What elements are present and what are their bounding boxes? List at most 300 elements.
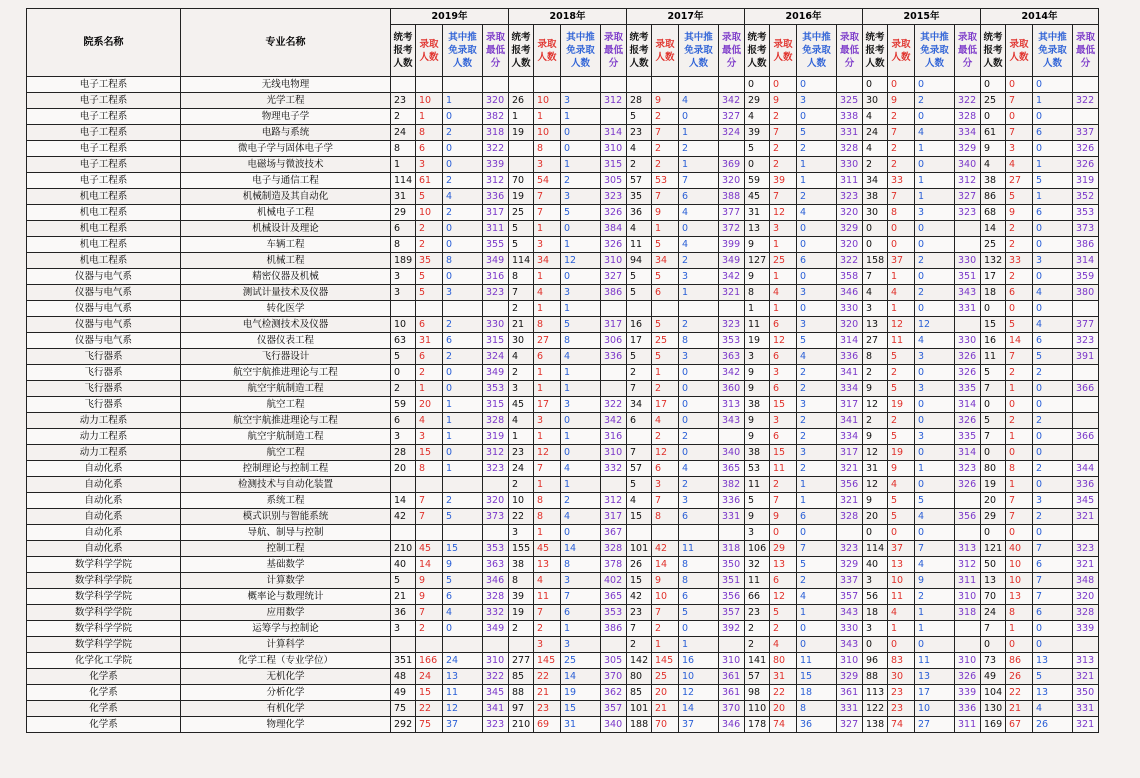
value-cell: 26 [627, 557, 652, 573]
value-cell: 5 [652, 317, 679, 333]
value-cell: 17 [534, 397, 561, 413]
value-cell: 189 [391, 253, 416, 269]
value-cell: 336 [1073, 477, 1099, 493]
value-cell: 0 [797, 221, 837, 237]
value-cell: 14 [561, 541, 601, 557]
value-cell: 328 [955, 109, 981, 125]
table-row [27, 205, 1099, 221]
value-cell: 59 [745, 173, 770, 189]
major-cell: 光学工程 [181, 93, 391, 109]
major-cell: 计算数学 [181, 573, 391, 589]
value-cell: 314 [955, 445, 981, 461]
value-cell: 0 [915, 397, 955, 413]
dept-cell: 化学化工学院 [27, 653, 181, 669]
value-cell: 106 [745, 541, 770, 557]
value-cell: 326 [955, 349, 981, 365]
value-cell: 0 [1033, 221, 1073, 237]
value-cell: 178 [745, 717, 770, 733]
value-cell: 10 [534, 125, 561, 141]
value-cell: 9 [863, 429, 888, 445]
value-cell: 337 [837, 573, 863, 589]
value-cell: 277 [509, 653, 534, 669]
column-header: 录取最低分 [1073, 25, 1099, 77]
value-cell: 1 [652, 365, 679, 381]
value-cell: 2 [679, 477, 719, 493]
value-cell: 7 [652, 189, 679, 205]
value-cell: 6 [679, 189, 719, 205]
value-cell: 0 [1033, 77, 1073, 93]
value-cell: 321 [837, 493, 863, 509]
major-cell: 航空工程 [181, 397, 391, 413]
value-cell: 19 [981, 477, 1006, 493]
value-cell: 5 [443, 573, 483, 589]
value-cell: 380 [1073, 285, 1099, 301]
column-header: 录取最低分 [837, 25, 863, 77]
value-cell: 5 [888, 493, 915, 509]
value-cell: 349 [483, 365, 509, 381]
value-cell: 2 [627, 365, 652, 381]
value-cell: 21 [1006, 701, 1033, 717]
value-cell: 386 [601, 285, 627, 301]
column-header: 其中推免录取人数 [679, 25, 719, 77]
value-cell [627, 525, 652, 541]
value-cell: 320 [719, 173, 745, 189]
value-cell: 324 [483, 349, 509, 365]
value-cell: 331 [837, 125, 863, 141]
value-cell: 0 [745, 77, 770, 93]
value-cell: 321 [1073, 557, 1099, 573]
value-cell [719, 429, 745, 445]
value-cell: 3 [770, 221, 797, 237]
value-cell: 8 [679, 573, 719, 589]
value-cell: 365 [601, 589, 627, 605]
value-cell: 5 [627, 285, 652, 301]
dept-cell: 机电工程系 [27, 205, 181, 221]
value-cell: 7 [981, 381, 1006, 397]
value-cell: 5 [561, 317, 601, 333]
value-cell: 0 [1033, 445, 1073, 461]
value-cell: 339 [483, 157, 509, 173]
value-cell: 326 [1073, 141, 1099, 157]
value-cell: 0 [561, 125, 601, 141]
value-cell: 5 [1033, 669, 1073, 685]
value-cell: 2 [443, 125, 483, 141]
value-cell: 0 [679, 397, 719, 413]
dept-cell: 数学科学学院 [27, 589, 181, 605]
dept-cell: 飞行器系 [27, 365, 181, 381]
value-cell: 27 [534, 333, 561, 349]
value-cell: 0 [679, 109, 719, 125]
value-cell: 306 [601, 333, 627, 349]
value-cell: 5 [981, 413, 1006, 429]
value-cell: 326 [1073, 157, 1099, 173]
value-cell: 7 [770, 189, 797, 205]
value-cell: 1 [534, 429, 561, 445]
value-cell: 3 [770, 365, 797, 381]
value-cell [627, 429, 652, 445]
value-cell: 0 [915, 77, 955, 93]
value-cell: 0 [863, 637, 888, 653]
value-cell: 32 [745, 557, 770, 573]
major-cell: 微电子学与固体电子学 [181, 141, 391, 157]
value-cell: 318 [955, 605, 981, 621]
value-cell: 315 [601, 157, 627, 173]
value-cell: 0 [915, 445, 955, 461]
value-cell: 3 [915, 349, 955, 365]
value-cell: 14 [391, 493, 416, 509]
value-cell: 11 [888, 589, 915, 605]
value-cell: 356 [955, 509, 981, 525]
value-cell: 24 [416, 669, 443, 685]
value-cell: 6 [443, 333, 483, 349]
value-cell: 0 [1006, 397, 1033, 413]
value-cell: 3 [509, 525, 534, 541]
value-cell: 7 [652, 125, 679, 141]
value-cell: 31 [391, 189, 416, 205]
dept-cell: 电子工程系 [27, 173, 181, 189]
value-cell: 11 [981, 349, 1006, 365]
value-cell: 4 [1006, 157, 1033, 173]
value-cell: 70 [509, 173, 534, 189]
value-cell: 0 [679, 365, 719, 381]
value-cell: 341 [837, 365, 863, 381]
value-cell: 9 [745, 413, 770, 429]
value-cell: 5 [797, 125, 837, 141]
year-header: 2016年 [745, 9, 863, 25]
value-cell: 1 [534, 269, 561, 285]
value-cell: 2 [627, 637, 652, 653]
value-cell: 9 [745, 429, 770, 445]
value-cell: 68 [981, 205, 1006, 221]
major-cell: 电气检测技术及仪器 [181, 317, 391, 333]
value-cell: 2 [1033, 461, 1073, 477]
value-cell: 1 [1006, 477, 1033, 493]
value-cell: 330 [483, 317, 509, 333]
value-cell: 0 [797, 269, 837, 285]
value-cell: 2 [561, 173, 601, 189]
value-cell: 356 [719, 589, 745, 605]
value-cell: 5 [416, 269, 443, 285]
value-cell: 6 [770, 573, 797, 589]
value-cell: 1 [534, 221, 561, 237]
value-cell: 15 [770, 445, 797, 461]
value-cell: 2 [888, 365, 915, 381]
value-cell: 336 [837, 349, 863, 365]
value-cell: 7 [863, 269, 888, 285]
value-cell: 1 [443, 429, 483, 445]
value-cell [483, 301, 509, 317]
dept-cell: 化学系 [27, 717, 181, 733]
value-cell: 10 [416, 93, 443, 109]
value-cell: 312 [483, 445, 509, 461]
value-cell: 3 [443, 285, 483, 301]
value-cell: 0 [915, 637, 955, 653]
value-cell: 38 [745, 397, 770, 413]
value-cell: 24 [863, 125, 888, 141]
value-cell: 15 [627, 509, 652, 525]
dept-cell: 仪器与电气系 [27, 301, 181, 317]
value-cell: 378 [601, 557, 627, 573]
value-cell: 12 [770, 333, 797, 349]
value-cell: 0 [888, 221, 915, 237]
value-cell: 23 [888, 701, 915, 717]
value-cell: 2 [391, 109, 416, 125]
value-cell: 88 [863, 669, 888, 685]
value-cell: 37 [888, 253, 915, 269]
value-cell: 5 [888, 509, 915, 525]
value-cell [652, 301, 679, 317]
major-header: 专业名称 [181, 9, 391, 77]
value-cell: 331 [1073, 701, 1099, 717]
column-header: 录取人数 [534, 25, 561, 77]
value-cell: 16 [679, 653, 719, 669]
value-cell: 8 [443, 253, 483, 269]
value-cell: 311 [837, 173, 863, 189]
value-cell: 1 [534, 109, 561, 125]
column-header: 录取人数 [888, 25, 915, 77]
value-cell: 26 [1006, 669, 1033, 685]
value-cell: 359 [1073, 269, 1099, 285]
value-cell: 2 [443, 173, 483, 189]
column-header: 录取人数 [652, 25, 679, 77]
value-cell: 29 [770, 541, 797, 557]
value-cell: 42 [391, 509, 416, 525]
value-cell: 28 [391, 445, 416, 461]
value-cell: 2 [443, 205, 483, 221]
value-cell: 15 [797, 669, 837, 685]
value-cell: 11 [915, 653, 955, 669]
value-cell: 7 [1006, 509, 1033, 525]
value-cell: 3 [863, 301, 888, 317]
value-cell: 4 [679, 461, 719, 477]
value-cell: 4 [443, 189, 483, 205]
value-cell: 7 [652, 493, 679, 509]
value-cell: 0 [443, 445, 483, 461]
value-cell: 61 [416, 173, 443, 189]
value-cell: 15 [627, 573, 652, 589]
value-cell: 22 [1006, 685, 1033, 701]
value-cell: 86 [1006, 653, 1033, 669]
value-cell [416, 301, 443, 317]
value-cell: 317 [837, 445, 863, 461]
value-cell: 0 [981, 525, 1006, 541]
value-cell: 5 [443, 509, 483, 525]
value-cell: 22 [534, 669, 561, 685]
value-cell: 14 [679, 701, 719, 717]
value-cell: 3 [679, 349, 719, 365]
value-cell: 56 [863, 589, 888, 605]
value-cell: 85 [509, 669, 534, 685]
table-row [27, 413, 1099, 429]
value-cell: 11 [888, 333, 915, 349]
value-cell: 61 [981, 125, 1006, 141]
value-cell: 39 [745, 125, 770, 141]
value-cell: 6 [416, 317, 443, 333]
value-cell: 70 [981, 589, 1006, 605]
value-cell: 335 [955, 429, 981, 445]
value-cell: 2 [679, 429, 719, 445]
value-cell: 5 [1006, 317, 1033, 333]
value-cell: 25 [561, 653, 601, 669]
value-cell: 0 [745, 157, 770, 173]
value-cell: 357 [719, 605, 745, 621]
value-cell: 2 [888, 109, 915, 125]
value-cell: 323 [719, 317, 745, 333]
value-cell: 10 [679, 669, 719, 685]
value-cell: 6 [770, 349, 797, 365]
value-cell: 320 [837, 237, 863, 253]
value-cell: 12 [679, 685, 719, 701]
value-cell: 8 [534, 141, 561, 157]
value-cell [1073, 525, 1099, 541]
value-cell: 326 [601, 205, 627, 221]
value-cell: 7 [627, 621, 652, 637]
value-cell: 5 [1033, 173, 1073, 189]
value-cell: 1 [561, 301, 601, 317]
value-cell: 11 [745, 477, 770, 493]
value-cell [955, 525, 981, 541]
value-cell: 4 [745, 109, 770, 125]
value-cell: 2 [863, 413, 888, 429]
value-cell: 7 [770, 125, 797, 141]
value-cell: 0 [797, 109, 837, 125]
value-cell: 341 [837, 413, 863, 429]
value-cell: 0 [679, 221, 719, 237]
year-header: 2014年 [981, 9, 1099, 25]
value-cell: 17 [915, 685, 955, 701]
value-cell: 310 [719, 653, 745, 669]
dept-cell: 仪器与电气系 [27, 285, 181, 301]
value-cell: 4 [627, 141, 652, 157]
value-cell: 2 [770, 109, 797, 125]
value-cell: 2 [416, 621, 443, 637]
value-cell: 323 [837, 541, 863, 557]
column-header: 统考报考人数 [745, 25, 770, 77]
value-cell: 349 [483, 621, 509, 637]
value-cell: 22 [770, 685, 797, 701]
value-cell: 23 [509, 445, 534, 461]
value-cell: 9 [745, 509, 770, 525]
value-cell: 332 [483, 605, 509, 621]
value-cell: 311 [483, 221, 509, 237]
value-cell: 2 [652, 381, 679, 397]
value-cell [719, 637, 745, 653]
value-cell: 5 [797, 333, 837, 349]
value-cell: 2 [1006, 413, 1033, 429]
major-cell: 车辆工程 [181, 237, 391, 253]
value-cell: 342 [719, 269, 745, 285]
value-cell [601, 477, 627, 493]
major-cell: 运筹学与控制论 [181, 621, 391, 637]
value-cell: 4 [863, 285, 888, 301]
value-cell: 6 [679, 589, 719, 605]
value-cell: 0 [561, 525, 601, 541]
value-cell: 40 [1006, 541, 1033, 557]
value-cell: 4 [561, 509, 601, 525]
value-cell: 45 [416, 541, 443, 557]
value-cell: 1 [915, 621, 955, 637]
value-cell: 0 [1033, 397, 1073, 413]
value-cell: 318 [483, 125, 509, 141]
major-cell: 模式识别与智能系统 [181, 509, 391, 525]
value-cell: 20 [770, 701, 797, 717]
value-cell: 3 [534, 237, 561, 253]
value-cell: 0 [443, 221, 483, 237]
value-cell: 5 [915, 493, 955, 509]
value-cell: 33 [888, 173, 915, 189]
value-cell: 42 [652, 541, 679, 557]
dept-cell: 数学科学学院 [27, 621, 181, 637]
value-cell: 310 [955, 589, 981, 605]
value-cell: 11 [770, 461, 797, 477]
value-cell: 323 [483, 461, 509, 477]
value-cell: 353 [719, 333, 745, 349]
value-cell: 0 [797, 621, 837, 637]
value-cell: 0 [888, 237, 915, 253]
value-cell: 3 [679, 493, 719, 509]
value-cell [837, 525, 863, 541]
table-row [27, 573, 1099, 589]
major-cell: 有机化学 [181, 701, 391, 717]
value-cell [483, 477, 509, 493]
value-cell: 49 [981, 669, 1006, 685]
value-cell: 9 [443, 557, 483, 573]
value-cell: 4 [863, 109, 888, 125]
value-cell [601, 301, 627, 317]
value-cell: 1 [797, 493, 837, 509]
value-cell: 25 [652, 669, 679, 685]
value-cell: 5 [1033, 349, 1073, 365]
value-cell: 2 [745, 637, 770, 653]
value-cell: 2 [509, 621, 534, 637]
value-cell: 8 [863, 349, 888, 365]
value-cell: 2 [863, 157, 888, 173]
value-cell: 330 [955, 333, 981, 349]
table-row [27, 701, 1099, 717]
year-header: 2018年 [509, 9, 627, 25]
value-cell: 57 [745, 669, 770, 685]
value-cell: 13 [888, 557, 915, 573]
value-cell: 7 [534, 205, 561, 221]
value-cell: 13 [1033, 653, 1073, 669]
value-cell: 25 [770, 253, 797, 269]
value-cell: 0 [1033, 269, 1073, 285]
value-cell: 0 [915, 413, 955, 429]
major-cell: 基础数学 [181, 557, 391, 573]
value-cell: 0 [443, 269, 483, 285]
value-cell: 2 [509, 365, 534, 381]
table-row [27, 461, 1099, 477]
value-cell: 0 [915, 269, 955, 285]
column-header: 录取最低分 [955, 25, 981, 77]
value-cell: 7 [652, 605, 679, 621]
value-cell: 334 [837, 429, 863, 445]
value-cell: 0 [1033, 477, 1073, 493]
dept-cell: 化学系 [27, 685, 181, 701]
value-cell: 35 [416, 253, 443, 269]
value-cell: 310 [601, 445, 627, 461]
value-cell: 21 [534, 685, 561, 701]
major-cell: 测试计量技术及仪器 [181, 285, 391, 301]
value-cell: 12 [770, 589, 797, 605]
value-cell: 2 [652, 157, 679, 173]
major-cell: 航空工程 [181, 445, 391, 461]
value-cell: 350 [1073, 685, 1099, 701]
value-cell: 3 [391, 621, 416, 637]
value-cell: 4 [915, 125, 955, 141]
dept-cell: 自动化系 [27, 461, 181, 477]
value-cell: 10 [1006, 557, 1033, 573]
